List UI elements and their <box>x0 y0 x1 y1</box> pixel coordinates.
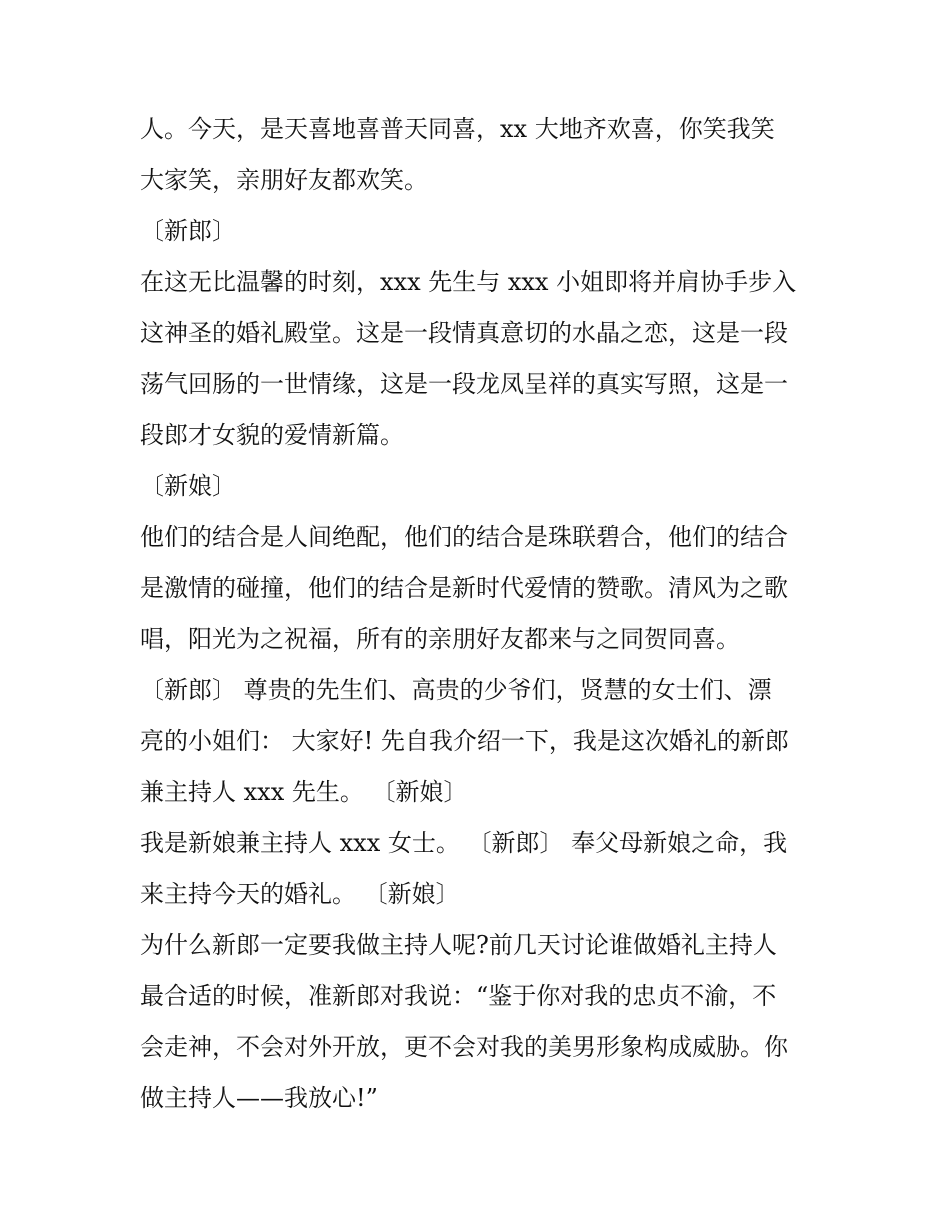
text-line: 做主持人——我放心!” <box>140 1084 378 1112</box>
text-line: 亮的小姐们： 大家好! 先自我介绍一下，我是这次婚礼的新郎 <box>140 727 789 755</box>
text-line: 荡气回肠的一世情缘，这是一段龙凤呈祥的真实写照，这是一 <box>140 370 788 398</box>
text-line: 我是新娘兼主持人 xxx 女士。 〔新郎〕 奉父母新娘之命，我 <box>140 829 788 857</box>
speaker-label: 〔新娘〕 <box>140 472 236 500</box>
text-line: 兼主持人 xxx 先生。 〔新娘〕 <box>140 778 468 806</box>
document-body <box>140 104 820 1124</box>
text-line: 来主持今天的婚礼。 〔新娘〕 <box>140 880 460 908</box>
text-line: 会走神，不会对外开放，更不会对我的美男形象构成威胁。你 <box>140 1033 788 1061</box>
text-line: 〔新郎〕 尊贵的先生们、高贵的少爷们，贤慧的女士们、漂 <box>140 676 772 704</box>
text-line: 他们的结合是人间绝配，他们的结合是珠联碧合，他们的结合 <box>140 523 788 551</box>
text-line: 最合适的时候，准新郎对我说：“鉴于你对我的忠贞不渝，不 <box>140 982 777 1010</box>
text-line: 在这无比温馨的时刻，xxx 先生与 xxx 小姐即将并肩协手步入 <box>140 268 797 296</box>
text-line: 唱，阳光为之祝福，所有的亲朋好友都来与之同贺同喜。 <box>140 625 740 653</box>
text-line: 为什么新郎一定要我做主持人呢?前几天讨论谁做婚礼主持人 <box>140 931 777 959</box>
text-line: 人。今天，是天喜地喜普天同喜，xx 大地齐欢喜，你笑我笑 <box>140 115 775 143</box>
text-line: 段郎才女貌的爱情新篇。 <box>140 421 404 449</box>
text-line: 这神圣的婚礼殿堂。这是一段情真意切的水晶之恋，这是一段 <box>140 319 788 347</box>
text-line: 大家笑，亲朋好友都欢笑。 <box>140 166 428 194</box>
text-line: 是激情的碰撞，他们的结合是新时代爱情的赞歌。清风为之歌 <box>140 574 788 602</box>
speaker-label: 〔新郎〕 <box>140 217 236 245</box>
